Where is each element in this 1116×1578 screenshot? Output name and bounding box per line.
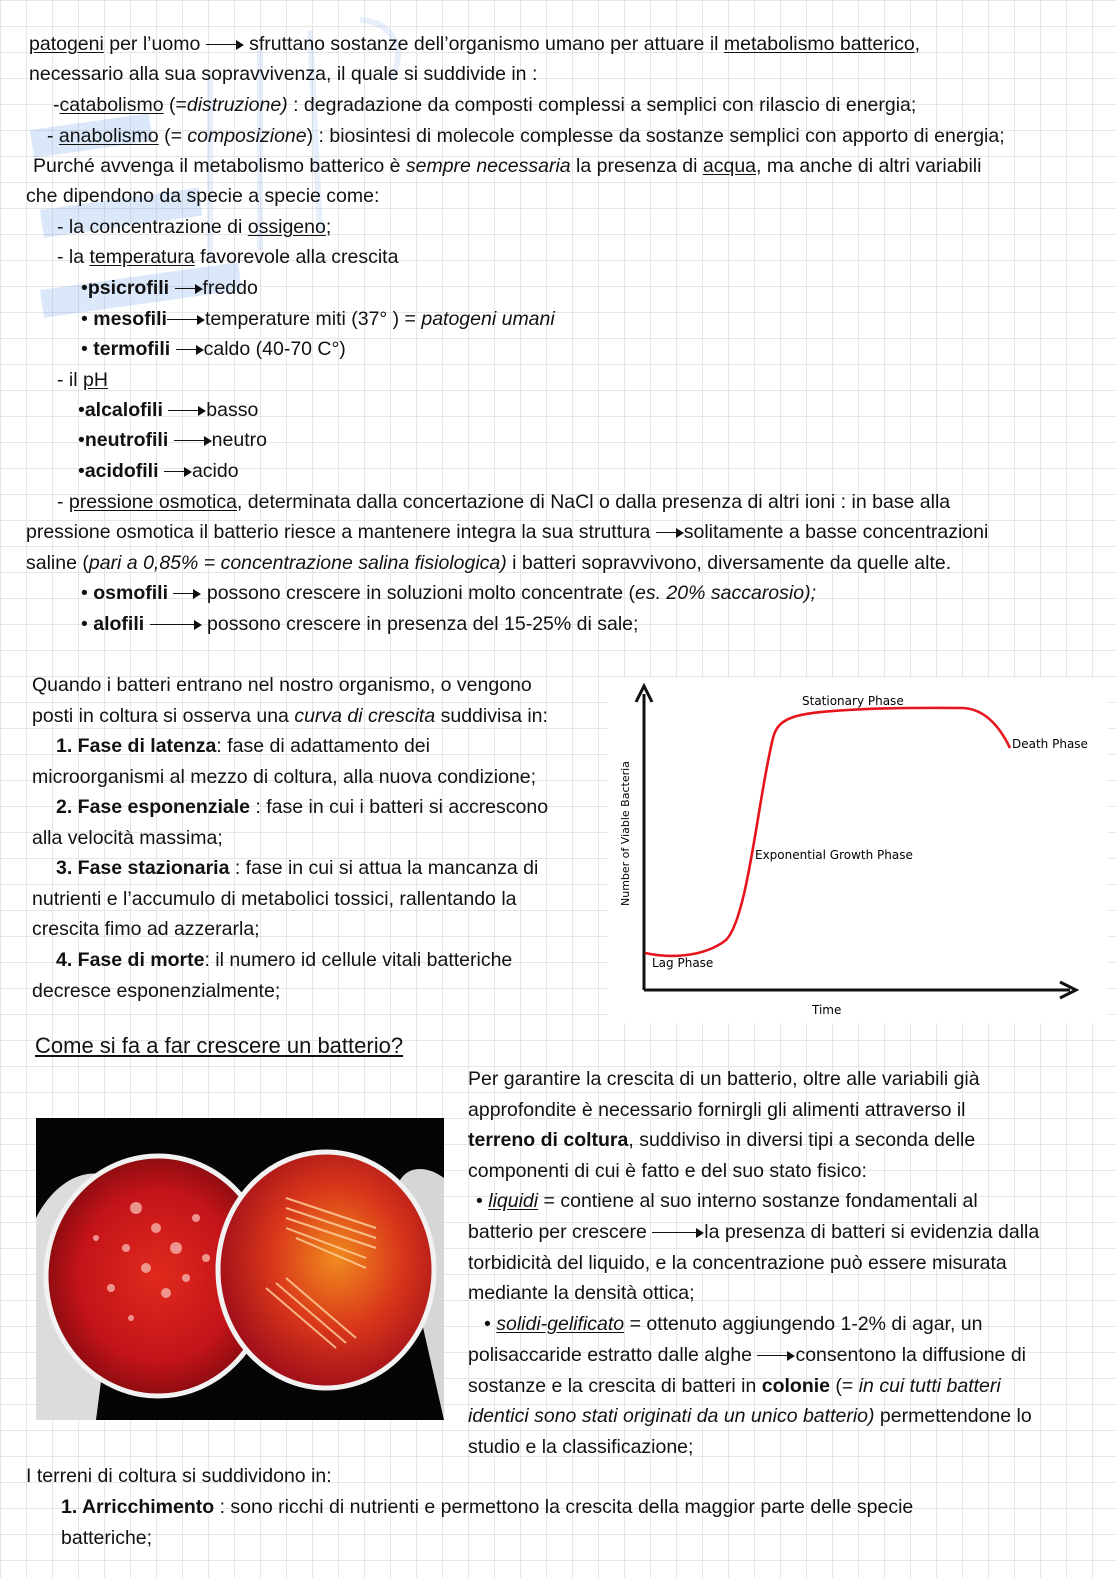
phase-3: 3. Fase stazionaria : fase in cui si attua la mancanza di [56, 857, 539, 879]
right-petri-dish [218, 1152, 434, 1388]
s2-line-4: componenti di cui è fatto e del suo stato fisico: [468, 1160, 867, 1182]
s2-line-13: studio e la classificazione; [468, 1436, 694, 1458]
intro-line-catabolismo: -catabolismo (=distruzione) : degradazione da composti complessi a semplici con rilascio di energia; [53, 94, 917, 116]
phase-4: 4. Fase di morte: il numero id cellule vitali batteriche [56, 949, 513, 971]
phase-3-cont-2: crescita fimo ad azzerarla; [32, 918, 260, 940]
s2-line-7: torbidicità del liquido, e la concentrazione può essere misurata [468, 1252, 1007, 1274]
var-osmotic-line-1: - pressione osmotica, determinata dalla concertazione di NaCl o dalla presenza di altri ioni : in base alla [57, 491, 951, 513]
intro-line-2: necessario alla sua sopravvivenza, il quale si suddivide in : [29, 63, 538, 85]
term-metabolismo: metabolismo batterico [723, 33, 915, 55]
label-exponential-phase: Exponential Growth Phase [755, 848, 913, 862]
bullet-icon: • [78, 399, 85, 421]
s2-solidi: • solidi-gelificato = ottenuto aggiungendo 1-2% di agar, un [484, 1313, 983, 1335]
arrow-icon [176, 345, 204, 355]
intro-line-anabolismo: - anabolismo (= composizione) : biosintesi di molecole complesse da sostanze semplici con apporto di energia; [47, 125, 1005, 147]
intro-line-5: Purché avvenga il metabolismo batterico è sempre necessaria la presenza di acqua, ma anche di altri variabili [33, 155, 982, 177]
var-temperature: - la temperatura favorevole alla crescita [57, 246, 399, 268]
var-ph: - il pH [57, 369, 108, 391]
s2-line-3: terreno di coltura, suddiviso in diversi tipi a seconda delle [468, 1129, 976, 1151]
phase-3-cont: nutrienti e l’accumulo di metabolici tossici, rallentando la [32, 888, 517, 910]
arrow-icon [175, 284, 203, 294]
s2-line-12: identici sono stati originati da un unico batterio) permettendone lo [468, 1405, 1032, 1427]
petri-dishes-photo [36, 1118, 444, 1420]
phase-4-cont: decresce esponenzialmente; [32, 980, 281, 1002]
intro-line-6: che dipendono da specie a specie come: [26, 185, 380, 207]
bullet-icon: • [81, 613, 88, 635]
bullet-icon: • [81, 582, 88, 604]
arrow-icon [174, 436, 212, 446]
temp-item-mesofili: • mesofili temperature miti (37° ) = patogeni umani [81, 308, 555, 330]
osm-item-osmofili: • osmofili possono crescere in soluzioni molto concentrate (es. 20% saccarosio); [81, 582, 816, 604]
phase-1: 1. Fase di latenza: fase di adattamento dei [56, 735, 430, 757]
s2-line-10: polisaccaride estratto dalle alghe consentono la diffusione di [468, 1344, 1027, 1366]
x-axis-label: Time [812, 1003, 842, 1017]
var-osmotic-line-3: saline (pari a 0,85% = concentrazione salina fisiologica) i batteri sopravvivono, diversamente da quelle alte. [26, 552, 952, 574]
term-patogeni: patogeni [29, 33, 104, 55]
s2-line-6: batterio per crescere la presenza di batteri si evidenzia dalla [468, 1221, 1040, 1243]
label-stationary-phase: Stationary Phase [802, 694, 904, 708]
section-title: Come si fa a far crescere un batterio? [35, 1033, 404, 1058]
label-death-phase: Death Phase [1012, 737, 1088, 751]
ph-item-alcalofili: •alcalofili basso [78, 399, 259, 421]
bullet-icon: • [78, 429, 85, 451]
arrow-icon [150, 620, 202, 630]
phase-2: 2. Fase esponenziale : fase in cui i batteri si accrescono [56, 796, 549, 818]
arrow-icon [164, 467, 192, 477]
var-osmotic-line-2: pressione osmotica il batterio riesce a mantenere integra la sua struttura solitamente a basse concentrazioni [26, 521, 989, 543]
bullet-icon: • [78, 460, 85, 482]
phase-2-cont: alla velocità massima; [32, 827, 223, 849]
temp-item-psicrofili: •psicrofili freddo [81, 277, 258, 299]
arrow-icon [168, 406, 206, 416]
bullet-icon: • [484, 1313, 491, 1335]
s2-line-2: approfondite è necessario fornirgli gli alimenti attraverso il [468, 1099, 966, 1121]
arrow-icon [173, 589, 201, 599]
s2-liquidi: • liquidi = contiene al suo interno sostanze fondamentali al [476, 1190, 978, 1212]
terreni-item-1-cont: batteriche; [61, 1527, 153, 1549]
arrow-icon [656, 528, 684, 538]
ph-item-acidofili: •acidofili acido [78, 460, 239, 482]
s2-line-11: sostanze e la crescita di batteri in colonie (= in cui tutti batteri [468, 1375, 1001, 1397]
bullet-icon: • [476, 1190, 483, 1212]
arrow-icon [652, 1228, 704, 1238]
label-lag-phase: Lag Phase [652, 956, 714, 970]
arrow-icon [206, 40, 244, 50]
bullet-icon: • [81, 277, 88, 299]
arrow-icon [167, 315, 205, 325]
bullet-icon: • [81, 308, 88, 330]
ph-item-neutrofili: •neutrofili neutro [78, 429, 267, 451]
s2-line-1: Per garantire la crescita di un batterio, oltre alle variabili già [468, 1068, 980, 1090]
s2-line-8: mediante la densità ottica; [468, 1282, 695, 1304]
intro-line-1: patogeni per l’uomo sfruttano sostanze dell’organismo umano per attuare il metabolismo batterico, [29, 33, 921, 55]
growth-curve-chart [608, 678, 1108, 1023]
osm-item-alofili: • alofili possono crescere in presenza del 15-25% di sale; [81, 613, 639, 635]
curve-line-1: Quando i batteri entrano nel nostro organismo, o vengono [32, 674, 532, 696]
y-axis-label: Number of Viable Bacteria [619, 761, 632, 906]
terreni-intro: I terreni di coltura si suddividono in: [26, 1465, 332, 1487]
arrow-icon [757, 1351, 795, 1361]
var-oxygen: - la concentrazione di ossigeno; [57, 216, 332, 238]
terreni-item-1: 1. Arricchimento : sono ricchi di nutrienti e permettono la crescita della maggior parte delle specie [61, 1496, 914, 1518]
curve-line-2: posti in coltura si osserva una curva di crescita suddivisa in: [32, 705, 548, 727]
phase-1-cont: microorganismi al mezzo di coltura, alla nuova condizione; [32, 766, 536, 788]
temp-item-termofili: • termofili caldo (40-70 C°) [81, 338, 346, 360]
bullet-icon: • [81, 338, 88, 360]
